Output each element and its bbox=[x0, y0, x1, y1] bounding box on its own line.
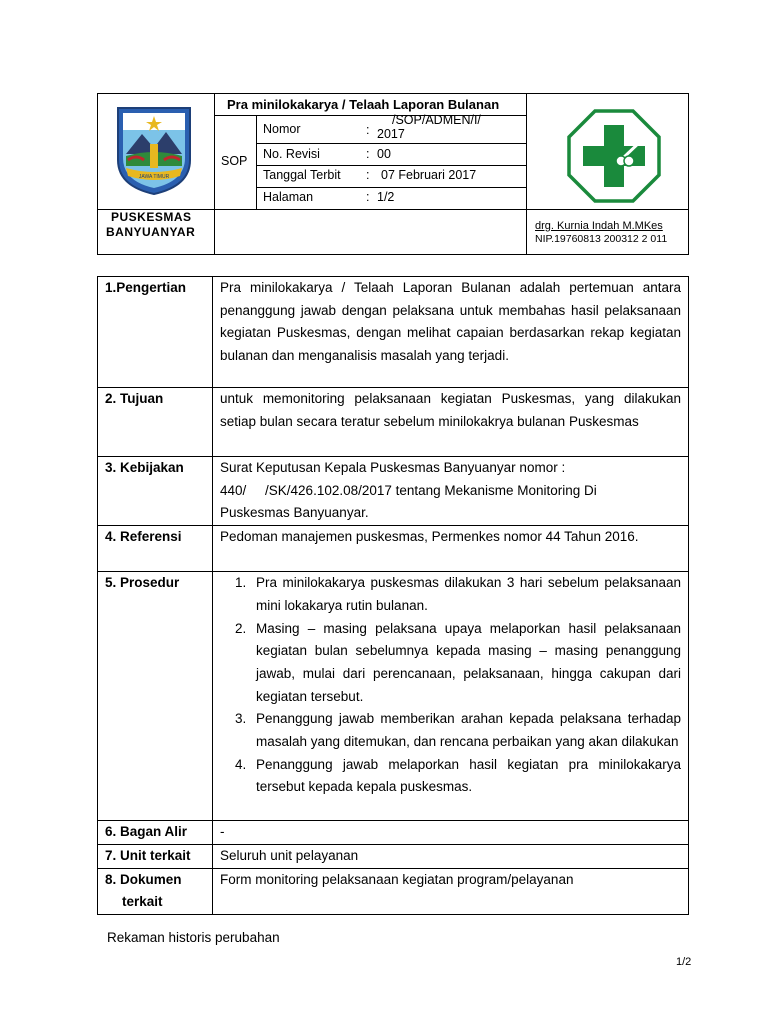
field-sep: : bbox=[366, 147, 370, 161]
header-divider bbox=[256, 165, 526, 166]
page-number: 1/2 bbox=[676, 956, 692, 968]
procedure-step: 3. Penanggung jawab memberikan arahan kepada pelaksana terhadap masalah yang ditemukan, dan rencana perbaikan yang akan dilakukan bbox=[250, 708, 681, 753]
row-content: - bbox=[213, 821, 689, 845]
nomor-line1: /SOP/ADMEN/I/ bbox=[392, 113, 481, 127]
field-label-tanggal: Tanggal Terbit bbox=[263, 168, 341, 182]
row-label: 1.Pengertian bbox=[98, 277, 213, 388]
sop-title: Pra minilokakarya / Telaah Laporan Bulanan bbox=[227, 97, 500, 112]
history-note: Rekaman historis perubahan bbox=[107, 930, 280, 945]
signatory-nip: NIP.19760813 200312 2 011 bbox=[535, 233, 668, 245]
field-value-revisi: 00 bbox=[377, 147, 391, 161]
puskesmas-logo bbox=[567, 109, 661, 203]
field-value-nomor bbox=[392, 114, 481, 127]
field-value-halaman: 1/2 bbox=[377, 190, 395, 204]
procedure-step: 2. Masing – masing pelaksana upaya melaporkan hasil pelaksanaan kegiatan bulan sebelumnya kepada masing – masing penanggung jawab, mulai dari perencanaan, pelaksanaan, hingga cakupan dari kegiatan tersebut. bbox=[250, 618, 681, 709]
row-label: 2. Tujuan bbox=[98, 388, 213, 457]
org-name-line2: BANYUANYAR bbox=[106, 225, 196, 239]
field-label-revisi: No. Revisi bbox=[263, 147, 320, 161]
field-sep: : bbox=[366, 190, 370, 204]
table-row bbox=[98, 844, 689, 868]
table-row bbox=[98, 572, 689, 821]
sop-label: SOP bbox=[221, 154, 248, 168]
regional-emblem-logo bbox=[114, 104, 194, 196]
kebijakan-line: Surat Keputusan Kepala Puskesmas Banyuanyar nomor : bbox=[220, 460, 566, 475]
kebijakan-line: 440/ /SK/426.102.08/2017 tentang Mekanisme Monitoring Di bbox=[220, 482, 597, 498]
header-divider bbox=[256, 143, 526, 144]
table-row bbox=[98, 457, 689, 526]
header-divider bbox=[526, 94, 527, 254]
kebijakan-line: Puskesmas Banyuanyar. bbox=[220, 505, 369, 521]
signatory-name: drg. Kurnia Indah M.MKes bbox=[535, 220, 663, 232]
field-sep: : bbox=[366, 168, 370, 182]
row-label bbox=[98, 868, 213, 914]
row-content: untuk memonitoring pelaksanaan kegiatan Puskesmas, yang dilakukan setiap bulan secara teratur sebelum minilokakrya bulanan Puskesmas bbox=[213, 388, 689, 457]
header-divider bbox=[256, 115, 257, 210]
nomor-line2: 2017 bbox=[377, 127, 405, 141]
procedure-step: 4. Penanggung jawab melaporkan hasil kegiatan pra minilokakarya tersebut kepada kepala puskesmas. bbox=[250, 754, 681, 799]
row-label: 4. Referensi bbox=[98, 526, 213, 572]
row-content: Form monitoring pelaksanaan kegiatan program/pelayanan bbox=[213, 868, 689, 914]
header-divider bbox=[256, 187, 526, 188]
procedure-step: 1. Pra minilokakarya puskesmas dilakukan 3 hari sebelum pelaksanaan mini lokakarya rutin bulanan. bbox=[250, 572, 681, 617]
field-label-nomor: Nomor bbox=[263, 122, 301, 136]
header-divider bbox=[214, 94, 215, 254]
row-content: Pra minilokakarya / Telaah Laporan Bulanan adalah pertemuan antara penanggung jawab dengan pelaksana untuk membahas hasil pelaksanaan kegiatan Puskesmas, dengan melihat capaian berdasarkan rekap kegiatan bulanan dan menganalisis masalah yang terjadi. bbox=[213, 277, 689, 388]
row-label: 6. Bagan Alir bbox=[98, 821, 213, 845]
row-label: 5. Prosedur bbox=[98, 572, 213, 821]
org-name-line1: PUSKESMAS bbox=[111, 210, 192, 224]
row-label: 7. Unit terkait bbox=[98, 844, 213, 868]
row-content: Seluruh unit pelayanan bbox=[213, 844, 689, 868]
table-row bbox=[98, 526, 689, 572]
label-line: 8. Dokumen bbox=[105, 871, 182, 887]
table-row bbox=[98, 388, 689, 457]
procedure-list bbox=[220, 572, 681, 799]
table-row bbox=[98, 277, 689, 388]
row-content bbox=[213, 457, 689, 526]
label-line: terkait bbox=[122, 894, 163, 910]
sop-content-table bbox=[97, 276, 689, 915]
emblem-ribbon-text: JAWA TIMUR bbox=[138, 174, 170, 180]
row-label: 3. Kebijakan bbox=[98, 457, 213, 526]
field-sep: : bbox=[366, 123, 370, 137]
table-row bbox=[98, 821, 689, 845]
row-content: Pedoman manajemen puskesmas, Permenkes nomor 44 Tahun 2016. bbox=[213, 526, 689, 572]
field-value-tanggal: 07 Februari 2017 bbox=[381, 168, 477, 182]
row-content bbox=[213, 572, 689, 821]
field-label-halaman: Halaman bbox=[263, 190, 314, 204]
table-row bbox=[98, 868, 689, 914]
